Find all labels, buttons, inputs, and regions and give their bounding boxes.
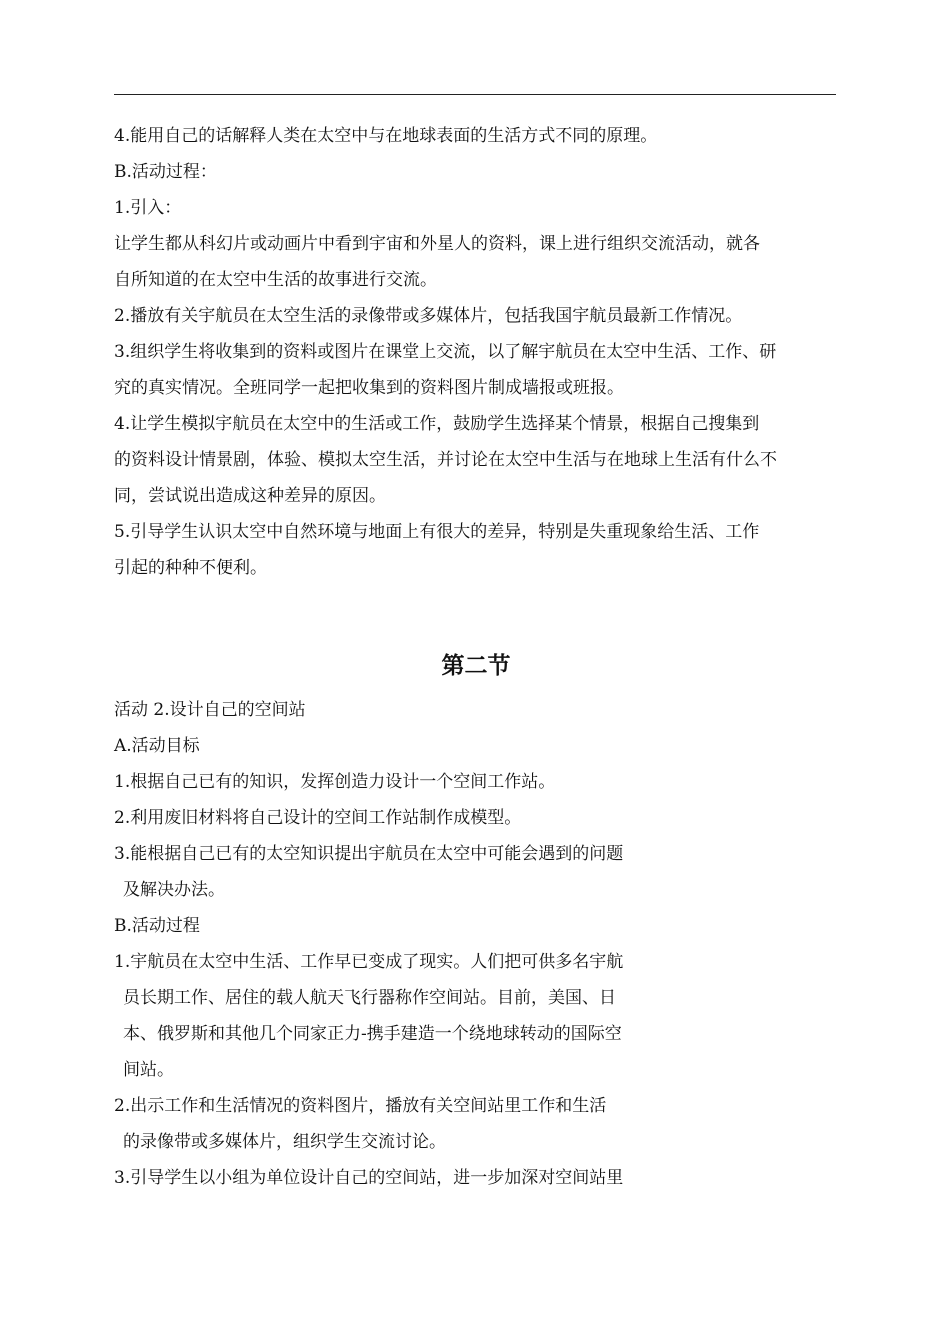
goal-3-line-1: 3.能根据自己已有的太空知识提出宇航员在太空中可能会遇到的问题 — [114, 844, 624, 864]
s2-step-1-line-2: 员长期工作、居住的载人航天飞行器称作空间站。目前，美国、日 — [123, 988, 616, 1008]
step-4-line-2: 的资料设计情景剧，体验、模拟太空生活，并讨论在太空中生活与在地球上生活有什么不 — [114, 450, 777, 470]
step-3-line-2: 究的真实情况。全班同学一起把收集到的资料图片制成墙报或班报。 — [114, 378, 624, 398]
step-1-line-1: 让学生都从科幻片或动画片中看到宇宙和外星人的资料，课上进行组织交流活动，就各 — [114, 234, 760, 254]
goal-4: 4.能用自己的话解释人类在太空中与在地球表面的生活方式不同的原理。 — [114, 126, 658, 146]
goal-3-line-2: 及解决办法。 — [123, 880, 225, 900]
step-2: 2.播放有关宇航员在太空生活的录像带或多媒体片，包括我国宇航员最新工作情况。 — [114, 306, 743, 326]
title-gap — [114, 684, 838, 692]
s2-step-2-line-1: 2.出示工作和生活情况的资料图片，播放有关空间站里工作和生活 — [114, 1096, 607, 1116]
process-heading-2: B.活动过程 — [114, 916, 200, 936]
goal-1: 1.根据自己已有的知识，发挥创造力设计一个空间工作站。 — [114, 772, 556, 792]
document-body — [114, 118, 838, 1196]
step-4-line-1: 4.让学生模拟宇航员在太空中的生活或工作，鼓励学生选择某个情景，根据自己搜集到 — [114, 414, 760, 434]
section-gap — [114, 586, 838, 648]
step-5-line-2: 引起的种种不便利。 — [114, 558, 267, 578]
step-1-line-2: 自所知道的在太空中生活的故事进行交流。 — [114, 270, 437, 290]
section-2-body — [114, 692, 689, 1196]
step-1-heading: 1.引入： — [114, 198, 182, 218]
s2-step-1-line-3: 本、俄罗斯和其他几个同家正力-携手建造一个绕地球转动的国际空 — [123, 1024, 622, 1044]
step-4-line-3: 同，尝试说出造成这种差异的原因。 — [114, 486, 386, 506]
step-5-line-1: 5.引导学生认识太空中自然环境与地面上有很大的差异，特别是失重现象给生活、工作 — [114, 522, 760, 542]
header-rule — [114, 94, 836, 95]
goal-2: 2.利用废旧材料将自己设计的空间工作站制作成模型。 — [114, 808, 522, 828]
s2-step-1-line-1: 1.宇航员在太空中生活、工作早已变成了现实。人们把可供多名宇航 — [114, 952, 624, 972]
step-3-line-1: 3.组织学生将收集到的资料或图片在课堂上交流，以了解宇航员在太空中生活、工作、研 — [114, 342, 777, 362]
s2-step-1-line-4: 间站。 — [123, 1060, 174, 1080]
section-title: 第二节 — [441, 652, 511, 679]
process-heading: B.活动过程： — [114, 162, 217, 182]
s2-step-2-line-2: 的录像带或多媒体片，组织学生交流讨论。 — [123, 1132, 446, 1152]
activity-title: 活动 2.设计自己的空间站 — [114, 700, 306, 720]
goals-heading: A.活动目标 — [114, 736, 200, 756]
s2-step-3-line-1: 3.引导学生以小组为单位设计自己的空间站，进一步加深对空间站里 — [114, 1168, 624, 1188]
